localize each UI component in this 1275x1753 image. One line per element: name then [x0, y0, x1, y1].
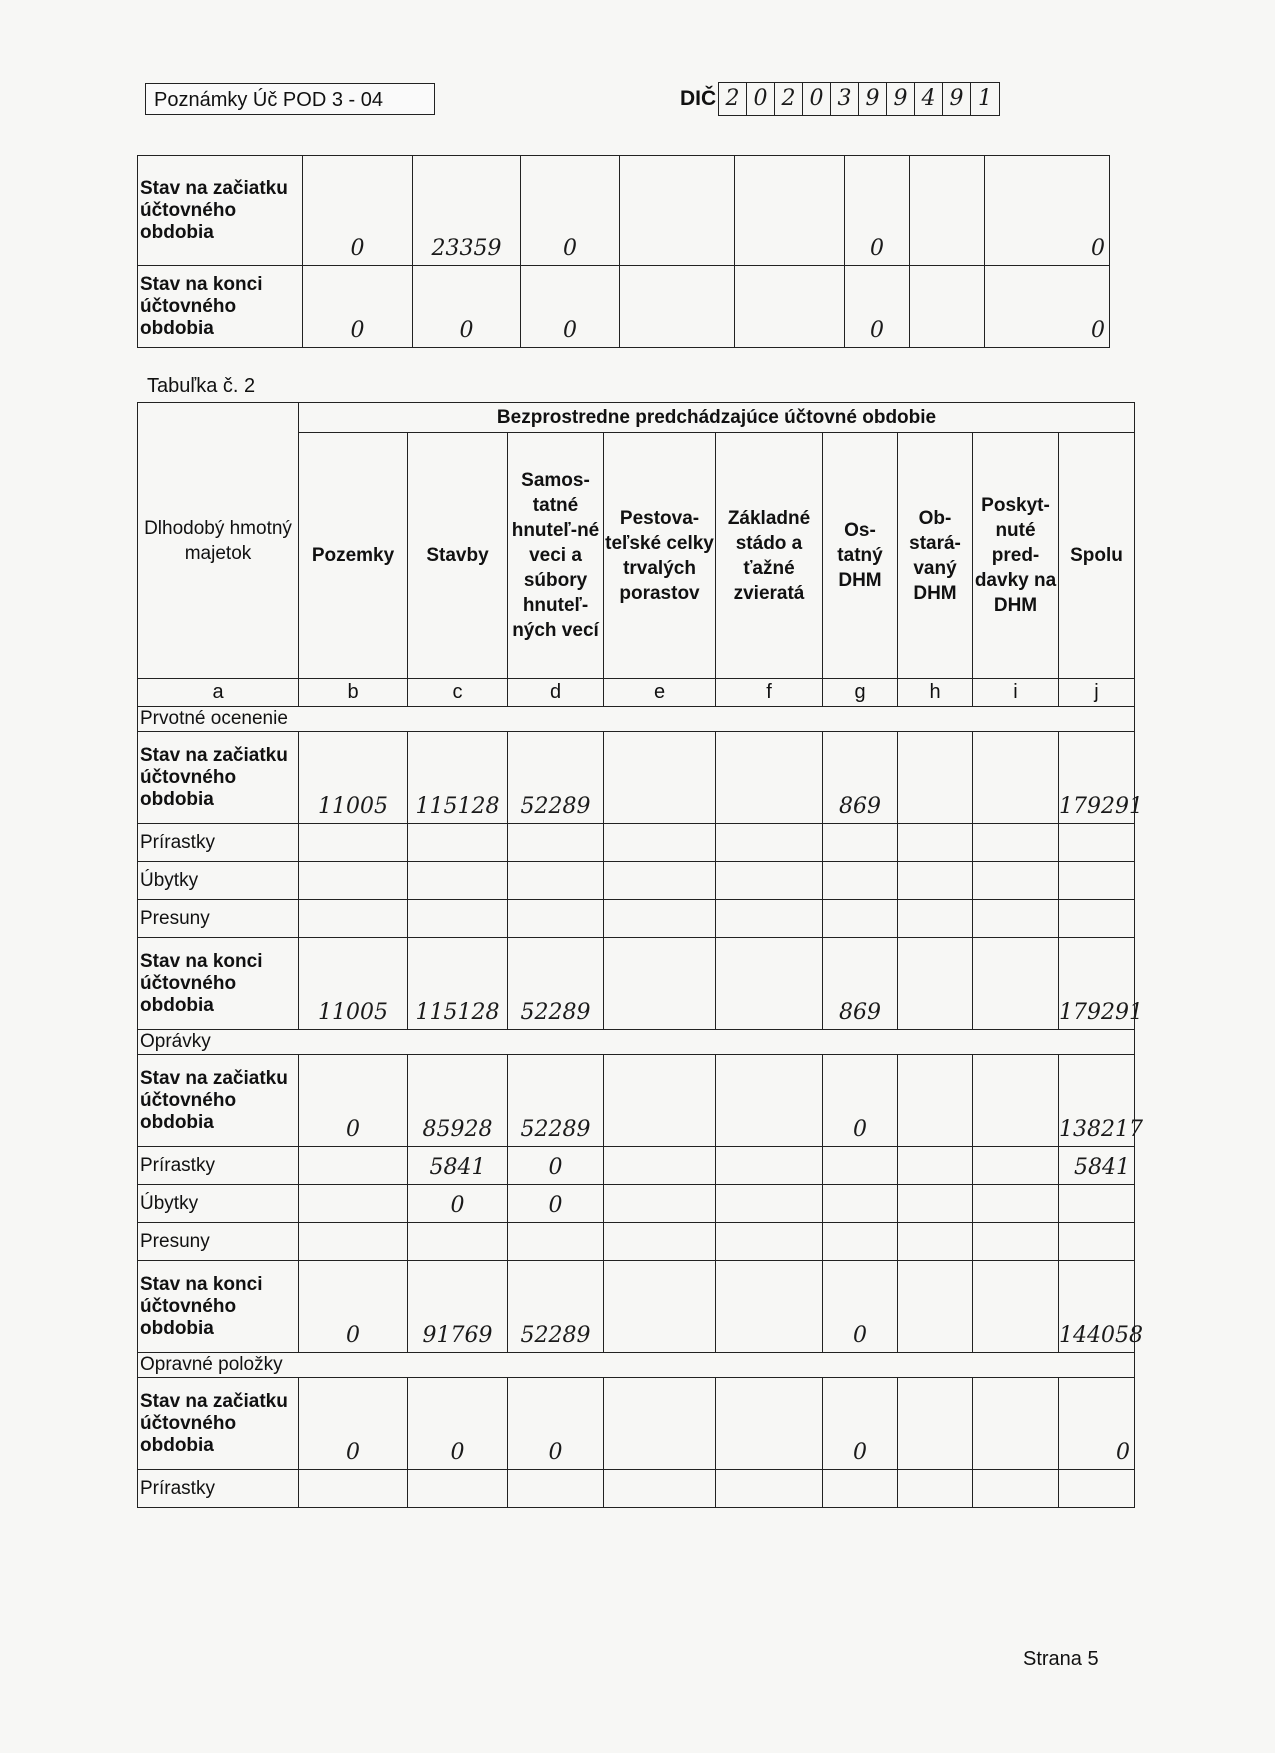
- row-label: Presuny: [138, 1223, 299, 1261]
- cell-value: [716, 1223, 823, 1261]
- cell-value: [973, 1378, 1059, 1470]
- cell-value: [716, 1470, 823, 1508]
- dic-field: [718, 82, 1000, 116]
- table-row: [138, 1223, 1135, 1261]
- table-row: [138, 732, 1135, 824]
- row-label: Úbytky: [138, 862, 299, 900]
- cell-value: [735, 156, 845, 266]
- cell-value: 11005: [299, 732, 408, 824]
- cell-value: [1059, 824, 1135, 862]
- table-row: [138, 1261, 1135, 1353]
- form-id-box: [145, 83, 435, 115]
- cell-value: [299, 824, 408, 862]
- cell-value: [299, 862, 408, 900]
- cell-value: [898, 732, 973, 824]
- cell-value: [973, 1147, 1059, 1185]
- table-row: [138, 266, 1110, 348]
- cell-value: 0: [299, 1261, 408, 1353]
- cell-value: [823, 862, 898, 900]
- cell-value: [973, 1185, 1059, 1223]
- column-letter: h: [898, 679, 973, 707]
- cell-value: [408, 824, 508, 862]
- cell-value: 0: [985, 266, 1110, 348]
- row-header: Dlhodobý hmotný majetok: [138, 403, 299, 679]
- cell-value: [823, 824, 898, 862]
- cell-value: [898, 1055, 973, 1147]
- cell-value: [299, 1185, 408, 1223]
- cell-value: [898, 938, 973, 1030]
- table-row: [138, 1185, 1135, 1223]
- column-header: Pozemky: [299, 433, 408, 679]
- dic-digit: 0: [747, 83, 775, 115]
- cell-value: [508, 824, 604, 862]
- dic-digit: 0: [803, 83, 831, 115]
- cell-value: [508, 862, 604, 900]
- cell-value: [910, 156, 985, 266]
- column-header: Poskyt-nuté pred-davky na DHM: [973, 433, 1059, 679]
- cell-value: [973, 732, 1059, 824]
- cell-value: [973, 1223, 1059, 1261]
- cell-value: [823, 1147, 898, 1185]
- cell-value: 0: [521, 156, 620, 266]
- cell-value: [604, 1185, 716, 1223]
- column-letter: e: [604, 679, 716, 707]
- table-row: [138, 1378, 1135, 1470]
- cell-value: [620, 266, 735, 348]
- cell-value: [716, 900, 823, 938]
- row-label: Stav na konci účtovného obdobia: [138, 266, 303, 348]
- cell-value: 869: [823, 732, 898, 824]
- dic-digit: 1: [978, 86, 992, 111]
- table-row: [138, 1470, 1135, 1508]
- cell-value: 85928: [408, 1055, 508, 1147]
- cell-value: [716, 1055, 823, 1147]
- cell-value: [898, 1147, 973, 1185]
- cell-value: [898, 862, 973, 900]
- cell-value: [1059, 862, 1135, 900]
- section-row: [138, 1353, 1135, 1378]
- cell-value: [299, 1147, 408, 1185]
- cell-value: 52289: [508, 938, 604, 1030]
- cell-value: 91769: [408, 1261, 508, 1353]
- cell-value: 5841: [1059, 1147, 1135, 1185]
- cell-value: [408, 862, 508, 900]
- cell-value: [898, 1378, 973, 1470]
- cell-value: [604, 824, 716, 862]
- cell-value: 138217: [1059, 1055, 1135, 1147]
- cell-value: 0: [823, 1055, 898, 1147]
- row-label: Stav na konci účtovného obdobia: [138, 1261, 299, 1353]
- dic-digit: 9: [887, 83, 915, 115]
- row-label: Úbytky: [138, 1185, 299, 1223]
- dic-digit: 2: [719, 83, 747, 115]
- cell-value: [604, 1378, 716, 1470]
- cell-value: [299, 1470, 408, 1508]
- cell-value: [604, 732, 716, 824]
- cell-value: 11005: [299, 938, 408, 1030]
- column-header: Stavby: [408, 433, 508, 679]
- cell-value: [973, 862, 1059, 900]
- table-row: [138, 900, 1135, 938]
- section-title: Opravné položky: [138, 1353, 1135, 1378]
- section-title: Oprávky: [138, 1030, 1135, 1055]
- cell-value: 115128: [408, 732, 508, 824]
- form-id: Poznámky Úč POD 3 - 04: [154, 89, 383, 111]
- row-label: Presuny: [138, 900, 299, 938]
- column-letter: g: [823, 679, 898, 707]
- cell-value: [716, 938, 823, 1030]
- cell-value: [898, 1261, 973, 1353]
- cell-value: 0: [845, 156, 910, 266]
- cell-value: 0: [823, 1261, 898, 1353]
- cell-value: 179291: [1059, 938, 1135, 1030]
- row-label: Stav na začiatku účtovného obdobia: [138, 1378, 299, 1470]
- cell-value: [1059, 1185, 1135, 1223]
- cell-value: 0: [985, 156, 1110, 266]
- cell-value: 869: [823, 938, 898, 1030]
- cell-value: 179291: [1059, 732, 1135, 824]
- cell-value: 52289: [508, 1261, 604, 1353]
- cell-value: [604, 938, 716, 1030]
- fixed-assets-table: [137, 402, 1143, 1508]
- row-label: Stav na začiatku účtovného obdobia: [138, 1055, 299, 1147]
- cell-value: [716, 824, 823, 862]
- cell-value: [408, 900, 508, 938]
- cell-value: [973, 1055, 1059, 1147]
- column-letter: a: [138, 679, 299, 707]
- period-header: Bezprostredne predchádzajúce účtovné obdobie: [299, 403, 1135, 433]
- cell-value: [898, 900, 973, 938]
- table-caption: Tabuľka č. 2: [147, 375, 256, 397]
- cell-value: [716, 1261, 823, 1353]
- cell-value: 0: [408, 1378, 508, 1470]
- cell-value: [604, 1223, 716, 1261]
- cell-value: [910, 266, 985, 348]
- cell-value: 0: [508, 1185, 604, 1223]
- section-row: [138, 1030, 1135, 1055]
- cell-value: [973, 900, 1059, 938]
- cell-value: [299, 900, 408, 938]
- cell-value: [604, 1470, 716, 1508]
- page-number: Strana 5: [1023, 1648, 1099, 1670]
- cell-value: [823, 1470, 898, 1508]
- cell-value: [604, 862, 716, 900]
- column-header: Samos-tatné hnuteľ-né veci a súbory hnuteľ-ných vecí: [508, 433, 604, 679]
- table-row: [138, 824, 1135, 862]
- row-label: Stav na začiatku účtovného obdobia: [138, 732, 299, 824]
- table-row: [138, 1055, 1135, 1147]
- column-letter: f: [716, 679, 823, 707]
- cell-value: [973, 938, 1059, 1030]
- cell-value: 5841: [408, 1147, 508, 1185]
- cell-value: 0: [408, 1185, 508, 1223]
- cell-value: [604, 1055, 716, 1147]
- cell-value: [408, 1223, 508, 1261]
- row-label: Stav na začiatku účtovného obdobia: [138, 156, 303, 266]
- table-row: [138, 156, 1110, 266]
- cell-value: [508, 900, 604, 938]
- cell-value: 52289: [508, 732, 604, 824]
- dic-digit: 3: [831, 83, 859, 115]
- column-header: Ob-stará-vaný DHM: [898, 433, 973, 679]
- row-label: Prírastky: [138, 824, 299, 862]
- cell-value: [299, 1223, 408, 1261]
- cell-value: [604, 900, 716, 938]
- cell-value: 23359: [413, 156, 521, 266]
- section-row: [138, 707, 1135, 732]
- cell-value: [823, 1223, 898, 1261]
- letters-row: [138, 679, 1135, 707]
- cell-value: [716, 1378, 823, 1470]
- cell-value: [508, 1223, 604, 1261]
- cell-value: [716, 1185, 823, 1223]
- cell-value: 0: [845, 266, 910, 348]
- cell-value: [620, 156, 735, 266]
- cell-value: [898, 1223, 973, 1261]
- column-header: Základné stádo a ťažné zvieratá: [716, 433, 823, 679]
- cell-value: [716, 732, 823, 824]
- table-row: [138, 862, 1135, 900]
- cell-value: [716, 862, 823, 900]
- top-table: [137, 155, 1110, 348]
- table-row: [138, 1147, 1135, 1185]
- cell-value: [973, 1261, 1059, 1353]
- dic-digit: 9: [859, 83, 887, 115]
- cell-value: 0: [508, 1147, 604, 1185]
- table-row: [138, 938, 1135, 1030]
- cell-value: [973, 1470, 1059, 1508]
- header-row: [138, 403, 1135, 433]
- cell-value: 0: [1059, 1378, 1135, 1470]
- cell-value: [1059, 1470, 1135, 1508]
- cell-value: [898, 1185, 973, 1223]
- cell-value: 115128: [408, 938, 508, 1030]
- row-label: Stav na konci účtovného obdobia: [138, 938, 299, 1030]
- cell-value: [898, 824, 973, 862]
- dic-digit: 9: [943, 83, 971, 115]
- column-header: Os-tatný DHM: [823, 433, 898, 679]
- section-title: Prvotné ocenenie: [138, 707, 1135, 732]
- table-body: [138, 707, 1143, 1508]
- row-label: Prírastky: [138, 1470, 299, 1508]
- column-letter: i: [973, 679, 1059, 707]
- cell-value: [898, 1470, 973, 1508]
- cell-value: [823, 900, 898, 938]
- cell-value: 0: [508, 1378, 604, 1470]
- dic-digit: 4: [915, 83, 943, 115]
- column-letter: d: [508, 679, 604, 707]
- cell-value: 0: [303, 266, 413, 348]
- cell-value: 0: [303, 156, 413, 266]
- column-header: Pestova-teľské celky trvalých porastov: [604, 433, 716, 679]
- cell-value: 0: [299, 1055, 408, 1147]
- cell-value: [508, 1470, 604, 1508]
- cell-value: 144058: [1059, 1261, 1135, 1353]
- cell-value: [1059, 900, 1135, 938]
- cell-value: [604, 1261, 716, 1353]
- dic-digit: 2: [775, 83, 803, 115]
- cell-value: [716, 1147, 823, 1185]
- cell-value: [735, 266, 845, 348]
- cell-value: [604, 1147, 716, 1185]
- cell-value: [408, 1470, 508, 1508]
- column-letter: c: [408, 679, 508, 707]
- column-letter: j: [1059, 679, 1135, 707]
- cell-value: 0: [823, 1378, 898, 1470]
- cell-value: 0: [413, 266, 521, 348]
- cell-value: 52289: [508, 1055, 604, 1147]
- column-letter: b: [299, 679, 408, 707]
- row-label: Prírastky: [138, 1147, 299, 1185]
- cell-value: 0: [299, 1378, 408, 1470]
- dic-label: DIČ: [680, 87, 717, 110]
- cell-value: [1059, 1223, 1135, 1261]
- cell-value: [973, 824, 1059, 862]
- cell-value: [823, 1185, 898, 1223]
- column-header: Spolu: [1059, 433, 1135, 679]
- cell-value: 0: [521, 266, 620, 348]
